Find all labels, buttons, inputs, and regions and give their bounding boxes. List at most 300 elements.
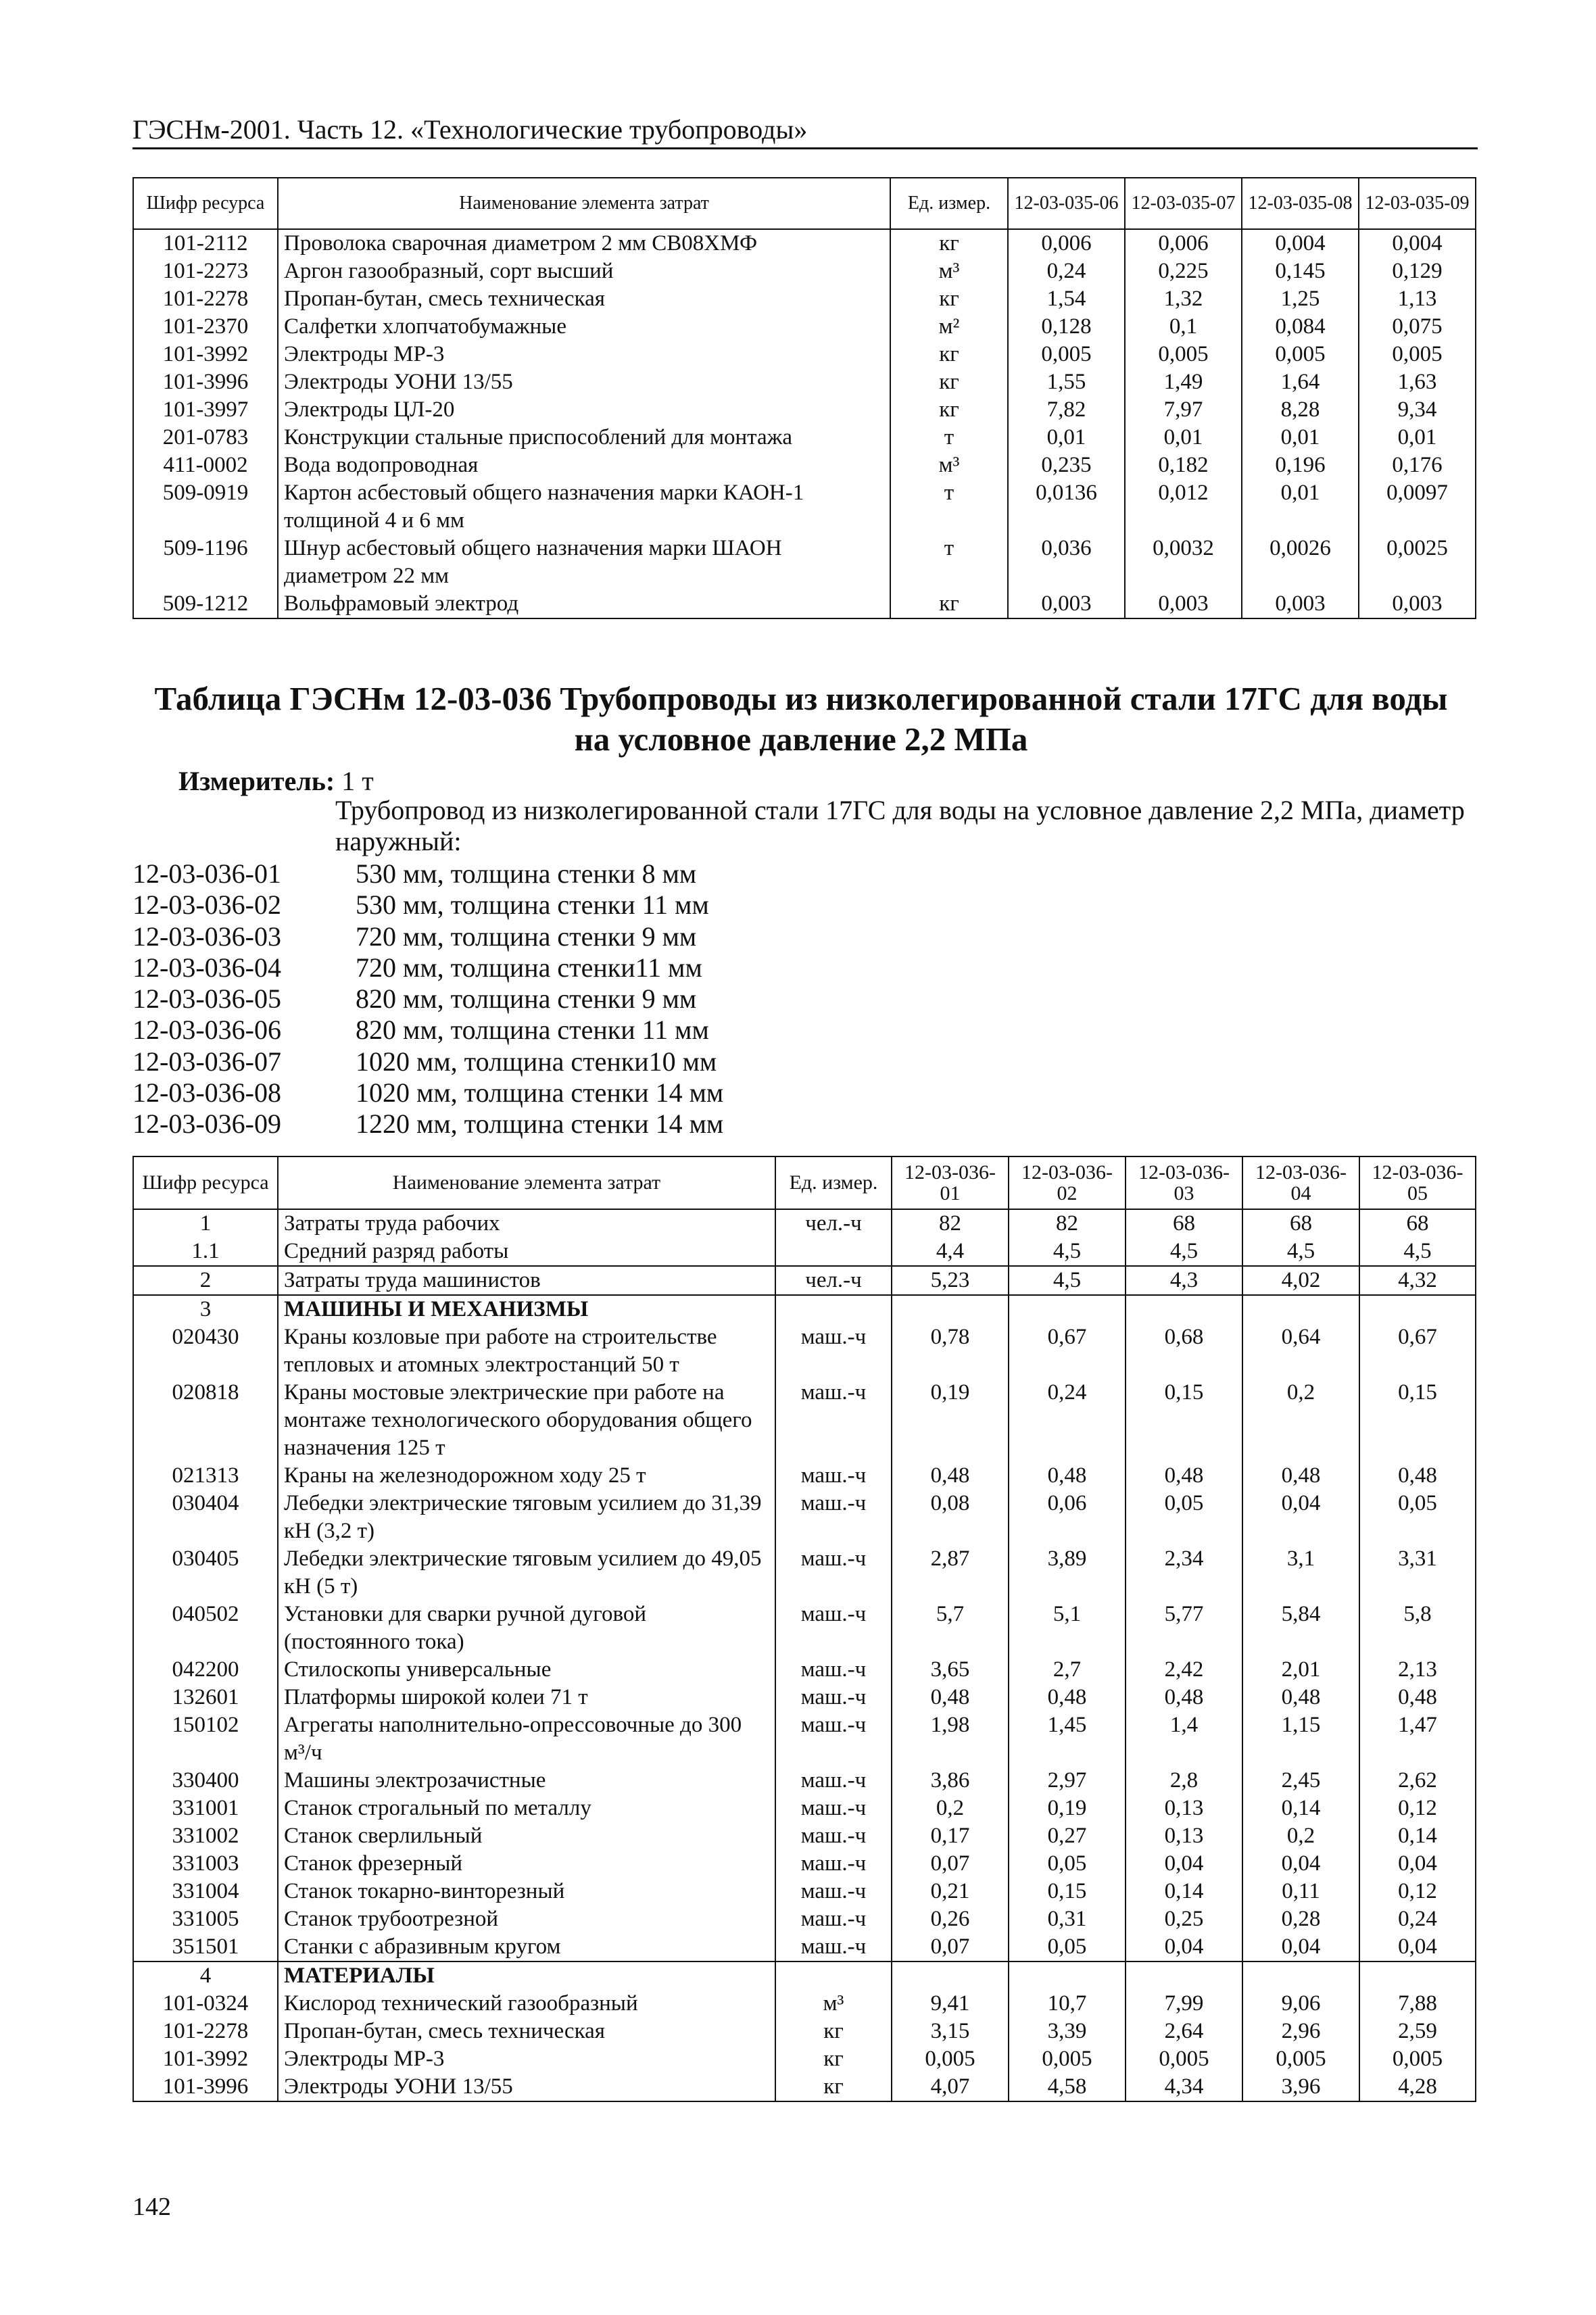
norm-value: 0,036 [1008,535,1125,590]
resource-code: 150102 [133,1711,278,1767]
norm-value: 2,13 [1359,1656,1476,1684]
norm-value: 0,0032 [1125,535,1242,590]
norm-value: 4,28 [1359,2073,1476,2101]
column-header: Наименование элемента затрат [278,1156,775,1209]
norm-value: 0,24 [1359,1905,1476,1933]
norm-value: 3,31 [1359,1545,1476,1601]
table-row [133,1684,1476,1711]
norm-value: 4,32 [1359,1266,1476,1295]
norm-value: 10,7 [1009,1990,1126,2018]
norm-value: 68 [1359,1209,1476,1238]
column-header: 12-03-035-08 [1242,178,1359,229]
norm-value: 0,075 [1359,313,1476,341]
variant-code: 12-03-036-01 [132,858,281,889]
table-row [133,1933,1476,1961]
cost-item-name: Картон асбестовый общего назначения марки КАОН-1 толщиной 4 и 6 мм [278,479,890,535]
column-header: 12-03-035-07 [1125,178,1242,229]
unit: кг [890,285,1008,313]
table-row [133,1990,1476,2018]
norm-value: 0,0025 [1359,535,1476,590]
variant-item [132,1015,723,1046]
resource-code: 040502 [133,1601,278,1656]
resource-code: 101-3997 [133,396,278,424]
cost-item-name: Станок фрезерный [278,1850,775,1878]
table-row [133,1905,1476,1933]
norm-value: 68 [1242,1209,1359,1238]
table-row [133,258,1476,285]
norm-value: 0,15 [1009,1878,1126,1905]
unit: чел.-ч [775,1209,892,1238]
norm-value: 2,59 [1359,2018,1476,2045]
variant-code: 12-03-036-06 [132,1015,281,1046]
norm-value: 0,17 [892,1822,1009,1850]
cost-item-name: Краны на железнодорожном ходу 25 т [278,1462,775,1490]
norm-value: 2,45 [1242,1767,1359,1795]
resource-code: 101-0324 [133,1990,278,2018]
norm-value: 7,88 [1359,1990,1476,2018]
unit: кг [890,368,1008,396]
norm-value: 1,15 [1242,1711,1359,1767]
variant-item [132,1077,723,1108]
norm-value: 1,32 [1125,285,1242,313]
resource-code: 3 [133,1295,278,1323]
table-row [133,341,1476,368]
cost-item-name: Установки для сварки ручной дуговой (постоянного тока) [278,1601,775,1656]
norm-value: 0,48 [1126,1684,1242,1711]
resource-code: 509-1196 [133,535,278,590]
unit: т [890,479,1008,535]
norm-value: 0,48 [892,1684,1009,1711]
resource-code: 101-2273 [133,258,278,285]
norm-value: 0,04 [1359,1933,1476,1961]
table-row [133,1878,1476,1905]
norm-value: 9,34 [1359,396,1476,424]
norm-value: 0,003 [1008,590,1125,618]
norm-value [892,1295,1009,1323]
norm-value: 0,004 [1359,229,1476,258]
norm-value: 7,99 [1126,1990,1242,2018]
variant-item [132,952,723,983]
norm-value: 4,5 [1242,1238,1359,1266]
variant-item [132,890,723,921]
cost-item-name: Станок токарно-винторезный [278,1878,775,1905]
unit: м³ [775,1990,892,2018]
norm-value: 0,129 [1359,258,1476,285]
table-row [133,1545,1476,1601]
unit: м² [890,313,1008,341]
table-header-row [133,178,1476,229]
norm-value: 5,8 [1359,1601,1476,1656]
unit: м³ [890,258,1008,285]
norm-value: 0,26 [892,1905,1009,1933]
variant-code: 12-03-036-02 [132,890,281,921]
table-description: Трубопровод из низколегированной стали 17ГС для воды на условное давление 2,2 МПа, диаметр наружный: [335,795,1465,856]
cost-item-name: Машины электрозачистные [278,1767,775,1795]
cost-item-name: Затраты труда рабочих [278,1209,775,1238]
table-row [133,424,1476,452]
table-row [133,1767,1476,1795]
cost-item-name: Электроды УОНИ 13/55 [278,2073,775,2101]
norm-value: 0,128 [1008,313,1125,341]
norm-value [1359,1961,1476,1990]
norm-value: 0,08 [892,1490,1009,1545]
norm-value: 4,4 [892,1238,1009,1266]
norm-value: 0,01 [1125,424,1242,452]
norm-value: 0,006 [1125,229,1242,258]
norm-value: 0,04 [1242,1850,1359,1878]
norm-value: 0,005 [1359,341,1476,368]
norm-value: 8,28 [1242,396,1359,424]
cost-item-name: Конструкции стальные приспособлений для монтажа [278,424,890,452]
norm-value: 0,48 [1242,1684,1359,1711]
norm-value: 0,15 [1126,1379,1242,1462]
unit: маш.-ч [775,1323,892,1379]
unit: кг [890,396,1008,424]
norm-value: 9,06 [1242,1990,1359,2018]
norm-value: 0,04 [1242,1490,1359,1545]
resource-code: 020818 [133,1379,278,1462]
variant-text: 530 мм, толщина стенки 11 мм [356,890,709,921]
norm-value: 3,96 [1242,2073,1359,2101]
variant-code: 12-03-036-05 [132,983,281,1015]
resource-code: 4 [133,1961,278,1990]
norm-value: 2,01 [1242,1656,1359,1684]
norm-value: 0,12 [1359,1795,1476,1822]
unit [775,1295,892,1323]
resource-code: 101-3992 [133,2045,278,2073]
meter-label: Измеритель: [178,766,335,796]
table-row [133,2045,1476,2073]
column-header: Ед. измер. [890,178,1008,229]
norm-value: 0,67 [1359,1323,1476,1379]
norm-value: 0,003 [1359,590,1476,618]
norm-value: 0,05 [1359,1490,1476,1545]
norm-value [1359,1295,1476,1323]
table-row [133,396,1476,424]
column-header: 12-03-036-04 [1242,1156,1359,1209]
resource-code: 2 [133,1266,278,1295]
variant-text: 720 мм, толщина стенки11 мм [356,952,702,983]
unit: м³ [890,452,1008,479]
norm-value [1009,1295,1126,1323]
table-row [133,1295,1476,1323]
norm-value: 0,14 [1359,1822,1476,1850]
norm-value: 1,4 [1126,1711,1242,1767]
norm-value: 1,47 [1359,1711,1476,1767]
cost-item-name: Станки с абразивным кругом [278,1933,775,1961]
norm-value: 2,87 [892,1545,1009,1601]
norm-value: 1,13 [1359,285,1476,313]
norm-value: 0,01 [1242,424,1359,452]
cost-item-name: Шнур асбестовый общего назначения марки ШАОН диаметром 22 мм [278,535,890,590]
norm-value: 0,11 [1242,1878,1359,1905]
norm-value: 0,14 [1242,1795,1359,1822]
norm-value: 0,196 [1242,452,1359,479]
norm-value: 0,005 [1008,341,1125,368]
resource-code: 030405 [133,1545,278,1601]
unit: кг [775,2018,892,2045]
table-row [133,229,1476,258]
table-row [133,2073,1476,2101]
resource-code: 330400 [133,1767,278,1795]
cost-item-name: Электроды МР-3 [278,2045,775,2073]
norm-value: 1,25 [1242,285,1359,313]
table-subtitle: на условное давление 2,2 МПа [574,721,1028,758]
norm-value: 0,21 [892,1878,1009,1905]
variant-item [132,858,723,890]
cost-item-name: Кислород технический газообразный [278,1990,775,2018]
norm-value: 0,012 [1125,479,1242,535]
table-row [133,2018,1476,2045]
norm-value: 2,8 [1126,1767,1242,1795]
norm-value: 0,67 [1009,1323,1126,1379]
norm-value: 0,005 [892,2045,1009,2073]
norm-value: 0,182 [1125,452,1242,479]
norm-value: 0,48 [892,1462,1009,1490]
norm-value: 0,78 [892,1323,1009,1379]
resource-code: 411-0002 [133,452,278,479]
resource-code: 331001 [133,1795,278,1822]
norm-value: 0,084 [1242,313,1359,341]
table-row [133,1601,1476,1656]
cost-item-name: Лебедки электрические тяговым усилием до 49,05 кН (5 т) [278,1545,775,1601]
norm-value: 0,05 [1009,1933,1126,1961]
column-header: Шифр ресурса [133,178,278,229]
cost-item-name: Стилоскопы универсальные [278,1656,775,1684]
unit: маш.-ч [775,1490,892,1545]
unit [775,1238,892,1266]
norm-value: 0,12 [1359,1878,1476,1905]
norm-value: 0,06 [1009,1490,1126,1545]
unit: кг [890,590,1008,618]
norm-value: 0,19 [1009,1795,1126,1822]
norm-value: 5,1 [1009,1601,1126,1656]
norm-value: 0,48 [1126,1462,1242,1490]
norm-value: 0,48 [1359,1684,1476,1711]
resource-code: 101-3996 [133,2073,278,2101]
cost-item-name: Затраты труда машинистов [278,1266,775,1295]
norm-value: 1,98 [892,1711,1009,1767]
resource-code: 101-2112 [133,229,278,258]
resource-code: 509-1212 [133,590,278,618]
norm-value: 0,005 [1009,2045,1126,2073]
table-row [133,1379,1476,1462]
unit: т [890,424,1008,452]
norm-value: 5,77 [1126,1601,1242,1656]
unit: маш.-ч [775,1905,892,1933]
variant-code: 12-03-036-09 [132,1108,281,1140]
resource-table-036 [132,1156,1476,2102]
column-header: 12-03-036-03 [1126,1156,1242,1209]
norm-value: 0,13 [1126,1822,1242,1850]
table-row [133,1795,1476,1822]
norm-value: 0,2 [892,1795,1009,1822]
norm-value: 2,42 [1126,1656,1242,1684]
norm-value: 0,225 [1125,258,1242,285]
norm-value [1009,1961,1126,1990]
variant-code: 12-03-036-07 [132,1046,281,1077]
unit: кг [775,2073,892,2101]
variant-text: 820 мм, толщина стенки 11 мм [356,1015,709,1046]
table-row [133,1238,1476,1266]
norm-value: 0,68 [1126,1323,1242,1379]
cost-item-name: Электроды УОНИ 13/55 [278,368,890,396]
resource-code: 201-0783 [133,424,278,452]
cost-item-name: МАШИНЫ И МЕХАНИЗМЫ [278,1295,775,1323]
cost-item-name: Агрегаты наполнительно-опрессовочные до 300 м³/ч [278,1711,775,1767]
resource-code: 020430 [133,1323,278,1379]
norm-value: 2,64 [1126,2018,1242,2045]
column-header: Наименование элемента затрат [278,178,890,229]
table-row [133,479,1476,535]
cost-item-name: Краны козловые при работе на строительстве тепловых и атомных электростанций 50 т [278,1323,775,1379]
norm-value: 4,07 [892,2073,1009,2101]
norm-value: 0,24 [1009,1379,1126,1462]
resource-code: 042200 [133,1656,278,1684]
cost-item-name: Вольфрамовый электрод [278,590,890,618]
norm-value: 2,97 [1009,1767,1126,1795]
norm-value: 0,005 [1359,2045,1476,2073]
norm-value: 0,0136 [1008,479,1125,535]
cost-item-name: Станок строгальный по металлу [278,1795,775,1822]
norm-value: 0,004 [1242,229,1359,258]
norm-value: 0,25 [1126,1905,1242,1933]
norm-value: 0,24 [1008,258,1125,285]
table-row [133,285,1476,313]
column-header: 12-03-035-06 [1008,178,1125,229]
column-header: 12-03-035-09 [1359,178,1476,229]
unit: маш.-ч [775,1601,892,1656]
norm-value: 0,05 [1126,1490,1242,1545]
norm-value: 0,01 [1359,424,1476,452]
cost-item-name: Станок сверлильный [278,1822,775,1850]
variant-text: 1020 мм, толщина стенки 14 мм [356,1077,724,1108]
resource-code: 132601 [133,1684,278,1711]
table-row [133,452,1476,479]
table-row [133,590,1476,618]
unit: маш.-ч [775,1462,892,1490]
unit: маш.-ч [775,1545,892,1601]
variant-code: 12-03-036-04 [132,952,281,983]
norm-value [1242,1295,1359,1323]
resource-code: 101-2278 [133,285,278,313]
norm-value: 0,005 [1242,2045,1359,2073]
running-title: ГЭСНм-2001. Часть 12. «Технологические трубопроводы» [132,114,808,145]
norm-value: 0,48 [1009,1684,1126,1711]
norm-value: 0,04 [1126,1933,1242,1961]
norm-value: 3,89 [1009,1545,1126,1601]
resource-code: 021313 [133,1462,278,1490]
resource-code: 101-3996 [133,368,278,396]
column-header: Ед. измер. [775,1156,892,1209]
variant-item [132,921,723,952]
resource-code: 331004 [133,1878,278,1905]
cost-item-name: Пропан-бутан, смесь техническая [278,2018,775,2045]
table-row [133,1711,1476,1767]
norm-value: 4,3 [1126,1266,1242,1295]
norm-value: 0,2 [1242,1822,1359,1850]
norm-value: 0,48 [1242,1462,1359,1490]
cost-item-name: Пропан-бутан, смесь техническая [278,285,890,313]
norm-value: 0,005 [1125,341,1242,368]
norm-value: 0,1 [1125,313,1242,341]
norm-value: 3,1 [1242,1545,1359,1601]
cost-item-name: Краны мостовые электрические при работе на монтаже технологического оборудования общего назначения 125 т [278,1379,775,1462]
resource-table-035 [132,177,1476,619]
norm-value: 0,05 [1009,1850,1126,1878]
page-number: 142 [132,2193,171,2221]
resource-code: 101-2370 [133,313,278,341]
unit: маш.-ч [775,1822,892,1850]
norm-value: 2,34 [1126,1545,1242,1601]
norm-value: 0,003 [1242,590,1359,618]
norm-value: 0,04 [1242,1933,1359,1961]
variant-text: 820 мм, толщина стенки 9 мм [356,983,697,1015]
norm-value: 0,48 [1009,1462,1126,1490]
unit: маш.-ч [775,1767,892,1795]
norm-value: 9,41 [892,1990,1009,2018]
norm-value: 4,5 [1126,1238,1242,1266]
unit: маш.-ч [775,1379,892,1462]
variant-item [132,1046,723,1077]
norm-value: 1,55 [1008,368,1125,396]
unit [775,1961,892,1990]
table-row [133,1850,1476,1878]
norm-value: 1,49 [1125,368,1242,396]
norm-value: 0,0097 [1359,479,1476,535]
norm-value: 0,07 [892,1933,1009,1961]
resource-code: 509-0919 [133,479,278,535]
variant-text: 720 мм, толщина стенки 9 мм [356,921,697,952]
norm-value: 0,48 [1359,1462,1476,1490]
norm-value: 4,34 [1126,2073,1242,2101]
column-header: 12-03-036-02 [1009,1156,1126,1209]
norm-value: 0,04 [1359,1850,1476,1878]
norm-value [1242,1961,1359,1990]
norm-value: 0,15 [1359,1379,1476,1462]
meter-value: 1 т [335,766,374,796]
unit: маш.-ч [775,1850,892,1878]
unit: т [890,535,1008,590]
norm-value: 1,54 [1008,285,1125,313]
column-header: 12-03-036-01 [892,1156,1009,1209]
norm-value: 0,28 [1242,1905,1359,1933]
resource-code: 1.1 [133,1238,278,1266]
cost-item-name: Станок трубоотрезной [278,1905,775,1933]
norm-value: 4,5 [1359,1238,1476,1266]
unit: кг [890,341,1008,368]
unit: чел.-ч [775,1266,892,1295]
resource-code: 101-2278 [133,2018,278,2045]
table-row [133,1656,1476,1684]
norm-value: 0,235 [1008,452,1125,479]
cost-item-name: Платформы широкой колеи 71 т [278,1684,775,1711]
table-row [133,1822,1476,1850]
cost-item-name: Лебедки электрические тяговым усилием до 31,39 кН (3,2 т) [278,1490,775,1545]
norm-value: 82 [1009,1209,1126,1238]
cost-item-name: Вода водопроводная [278,452,890,479]
table-row [133,1209,1476,1238]
norm-value: 0,64 [1242,1323,1359,1379]
norm-value: 0,01 [1008,424,1125,452]
norm-value: 1,63 [1359,368,1476,396]
norm-value: 4,02 [1242,1266,1359,1295]
table-row [133,1266,1476,1295]
norm-value: 0,01 [1242,479,1359,535]
table-header-row [133,1156,1476,1209]
norm-value: 5,23 [892,1266,1009,1295]
table-title: Таблица ГЭСНм 12-03-036 Трубопроводы из низколегированной стали 17ГС для воды [154,680,1448,717]
